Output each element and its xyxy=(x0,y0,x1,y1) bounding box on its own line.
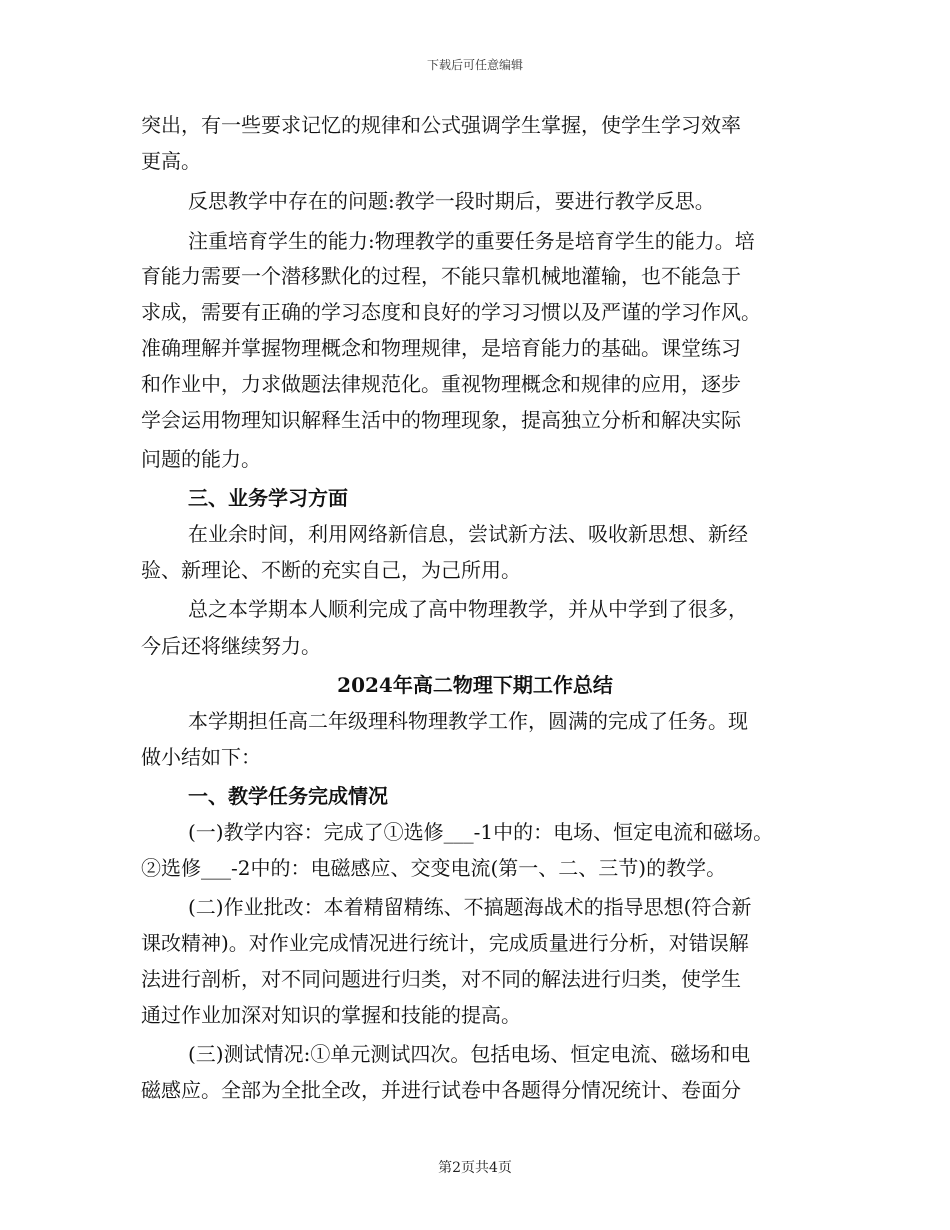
page-header: 下载后可任意编辑 xyxy=(426,58,523,72)
section-heading: 一、教学任务完成情况 xyxy=(188,784,388,808)
paragraph-line: (二)作业批改：本着精留精练、不搞题海战术的指导思想(符合新 xyxy=(188,895,752,919)
document-title: 2024年高二物理下期工作总结 xyxy=(337,673,613,697)
paragraph-line: 准确理解并掌握物理概念和物理规律，是培育能力的基础。课堂练习 xyxy=(141,336,741,360)
paragraph-line: 本学期担任高二年级理科物理教学工作，圆满的完成了任务。现 xyxy=(188,709,748,733)
paragraph-line: (一)教学内容：完成了①选修___-1中的：电场、恒定电流和磁场。 xyxy=(188,820,774,844)
paragraph-line: 做小结如下： xyxy=(141,745,261,769)
paragraph-line: 学会运用物理知识解释生活中的物理现象，提高独立分析和解决实际 xyxy=(141,408,741,432)
paragraph-line: 通过作业加深对知识的掌握和技能的提高。 xyxy=(141,1003,521,1027)
paragraph-line: 在业余时间，利用网络新信息，尝试新方法、吸收新思想、新经 xyxy=(188,522,748,546)
paragraph-line: 突出，有一些要求记忆的规律和公式强调学生掌握，使学生学习效率 xyxy=(141,113,741,137)
page-footer: 第2页共4页 xyxy=(438,1160,512,1176)
paragraph-line: 问题的能力。 xyxy=(141,447,261,471)
paragraph-line: 反思教学中存在的问题:教学一段时期后，要进行教学反思。 xyxy=(188,189,715,213)
paragraph-line: 求成，需要有正确的学习态度和良好的学习习惯以及严谨的学习作风。 xyxy=(141,300,761,324)
paragraph-line: 注重培育学生的能力:物理教学的重要任务是培育学生的能力。培 xyxy=(188,229,755,253)
paragraph-line: 验、新理论、不断的充实自己，为己所用。 xyxy=(141,558,521,582)
paragraph-line: 课改精神)。对作业完成情况进行统计，完成质量进行分析，对错误解 xyxy=(141,931,749,955)
paragraph-line: ②选修___-2中的：电磁感应、交变电流(第一、二、三节)的教学。 xyxy=(141,856,727,880)
paragraph-line: 今后还将继续努力。 xyxy=(141,634,321,658)
paragraph-line: 总之本学期本人顺利完成了高中物理教学，并从中学到了很多， xyxy=(188,597,748,621)
paragraph-line: 磁感应。全部为全批全改，并进行试卷中各题得分情况统计、卷面分 xyxy=(141,1078,741,1102)
paragraph-line: (三)测试情况:①单元测试四次。包括电场、恒定电流、磁场和电 xyxy=(188,1042,751,1066)
paragraph-line: 和作业中，力求做题法律规范化。重视物理概念和规律的应用，逐步 xyxy=(141,372,741,396)
paragraph-line: 更高。 xyxy=(141,149,201,173)
paragraph-line: 育能力需要一个潜移默化的过程，不能只靠机械地灌输，也不能急于 xyxy=(141,264,741,288)
section-heading: 三、业务学习方面 xyxy=(188,486,348,510)
paragraph-line: 法进行剖析，对不同问题进行归类，对不同的解法进行归类，使学生 xyxy=(141,967,741,991)
